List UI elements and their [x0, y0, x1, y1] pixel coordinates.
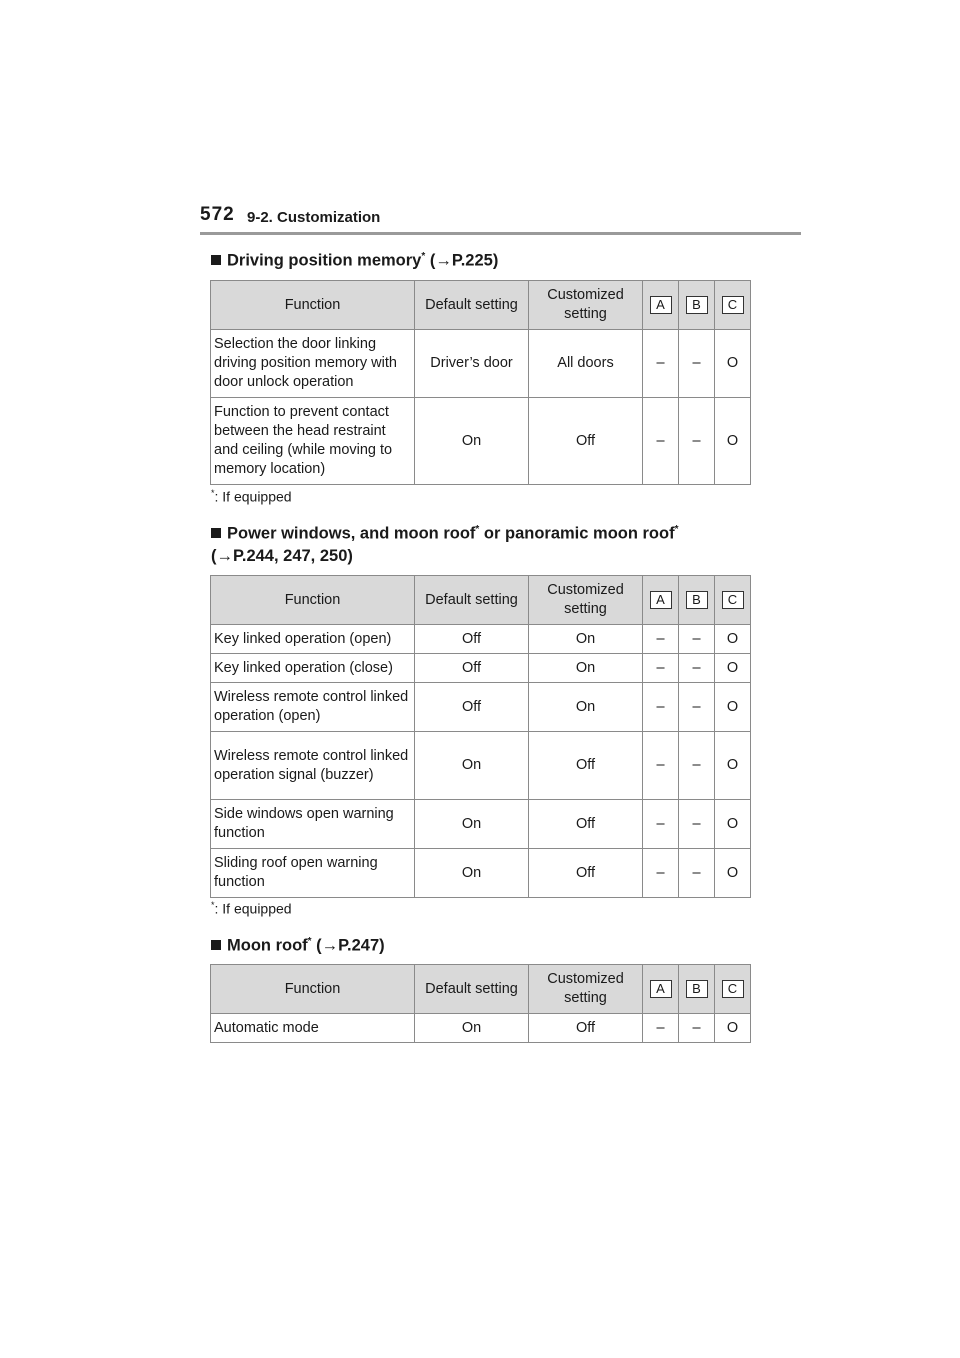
- cell-function: Key linked operation (open): [211, 625, 415, 654]
- col-a: A: [643, 965, 679, 1014]
- cell-customized: Off: [529, 398, 643, 485]
- col-customized: Customized setting: [529, 965, 643, 1014]
- cell-customized: All doors: [529, 330, 643, 398]
- cell-c: O: [715, 398, 751, 485]
- col-a: A: [643, 576, 679, 625]
- cell-function: Sliding roof open warning function: [211, 849, 415, 898]
- table-row: [211, 625, 751, 654]
- cell-default: On: [415, 800, 529, 849]
- square-bullet-icon: [211, 940, 221, 950]
- cell-customized: Off: [529, 849, 643, 898]
- square-bullet-icon: [211, 528, 221, 538]
- driving-position-table: [210, 280, 751, 485]
- moon-roof-table: [210, 964, 751, 1043]
- table-header-row: [211, 281, 751, 330]
- footnote-if-equipped: *: If equipped: [211, 488, 292, 505]
- cell-customized: Off: [529, 1014, 643, 1043]
- cell-customized: On: [529, 625, 643, 654]
- cell-function: Wireless remote control linked operation (open): [211, 683, 415, 732]
- header-rule: [200, 232, 801, 235]
- cell-customized: Off: [529, 732, 643, 800]
- table-row: [211, 654, 751, 683]
- cell-default: On: [415, 1014, 529, 1043]
- cell-function: Selection the door linking driving position memory with door unlock operation: [211, 330, 415, 398]
- cell-function: Automatic mode: [211, 1014, 415, 1043]
- cell-b: –: [679, 683, 715, 732]
- cell-b: –: [679, 849, 715, 898]
- table-header-row: [211, 576, 751, 625]
- table-row: [211, 800, 751, 849]
- section-heading-driving-position: Driving position memory* (→P.225): [211, 246, 498, 272]
- cell-b: –: [679, 625, 715, 654]
- col-function: Function: [211, 576, 415, 625]
- cell-b: –: [679, 398, 715, 485]
- col-c: C: [715, 965, 751, 1014]
- cell-default: Off: [415, 625, 529, 654]
- table-header-row: [211, 965, 751, 1014]
- col-a: A: [643, 281, 679, 330]
- col-b: B: [679, 965, 715, 1014]
- cell-function: Side windows open warning function: [211, 800, 415, 849]
- col-function: Function: [211, 965, 415, 1014]
- table-row: [211, 330, 751, 398]
- cell-a: –: [643, 800, 679, 849]
- square-bullet-icon: [211, 255, 221, 265]
- cell-function: Key linked operation (close): [211, 654, 415, 683]
- cell-default: On: [415, 398, 529, 485]
- col-b: B: [679, 281, 715, 330]
- footnote-if-equipped: *: If equipped: [211, 900, 292, 917]
- col-default: Default setting: [415, 965, 529, 1014]
- col-customized: Customized setting: [529, 281, 643, 330]
- cell-b: –: [679, 330, 715, 398]
- cell-b: –: [679, 732, 715, 800]
- section-heading-moon-roof: Moon roof* (→P.247): [211, 931, 385, 957]
- cell-c: O: [715, 732, 751, 800]
- cell-function: Wireless remote control linked operation signal (buzzer): [211, 732, 415, 800]
- cell-a: –: [643, 398, 679, 485]
- power-windows-table: [210, 575, 751, 898]
- col-default: Default setting: [415, 281, 529, 330]
- col-b: B: [679, 576, 715, 625]
- table-row: [211, 849, 751, 898]
- cell-customized: On: [529, 683, 643, 732]
- cell-a: –: [643, 625, 679, 654]
- cell-default: Driver’s door: [415, 330, 529, 398]
- table-row: [211, 398, 751, 485]
- table-row: [211, 732, 751, 800]
- cell-b: –: [679, 654, 715, 683]
- table-row: [211, 683, 751, 732]
- cell-b: –: [679, 800, 715, 849]
- col-customized: Customized setting: [529, 576, 643, 625]
- cell-c: O: [715, 625, 751, 654]
- cell-default: Off: [415, 654, 529, 683]
- cell-c: O: [715, 654, 751, 683]
- cell-function: Function to prevent contact between the head restraint and ceiling (while moving to memory location): [211, 398, 415, 485]
- cell-default: On: [415, 732, 529, 800]
- col-c: C: [715, 281, 751, 330]
- cell-a: –: [643, 732, 679, 800]
- table-row: [211, 1014, 751, 1043]
- col-c: C: [715, 576, 751, 625]
- cell-a: –: [643, 683, 679, 732]
- cell-customized: On: [529, 654, 643, 683]
- cell-default: On: [415, 849, 529, 898]
- cell-c: O: [715, 849, 751, 898]
- section-heading-power-windows: Power windows, and moon roof* or panoramic moon roof* (→P.244, 247, 250): [211, 524, 679, 565]
- cell-default: Off: [415, 683, 529, 732]
- cell-a: –: [643, 1014, 679, 1043]
- cell-a: –: [643, 849, 679, 898]
- cell-c: O: [715, 330, 751, 398]
- cell-a: –: [643, 654, 679, 683]
- cell-a: –: [643, 330, 679, 398]
- page-number: 572: [200, 204, 235, 225]
- page-header: [200, 204, 801, 236]
- col-default: Default setting: [415, 576, 529, 625]
- cell-c: O: [715, 683, 751, 732]
- chapter-title: 9-2. Customization: [247, 209, 381, 226]
- cell-c: O: [715, 800, 751, 849]
- cell-c: O: [715, 1014, 751, 1043]
- col-function: Function: [211, 281, 415, 330]
- cell-b: –: [679, 1014, 715, 1043]
- cell-customized: Off: [529, 800, 643, 849]
